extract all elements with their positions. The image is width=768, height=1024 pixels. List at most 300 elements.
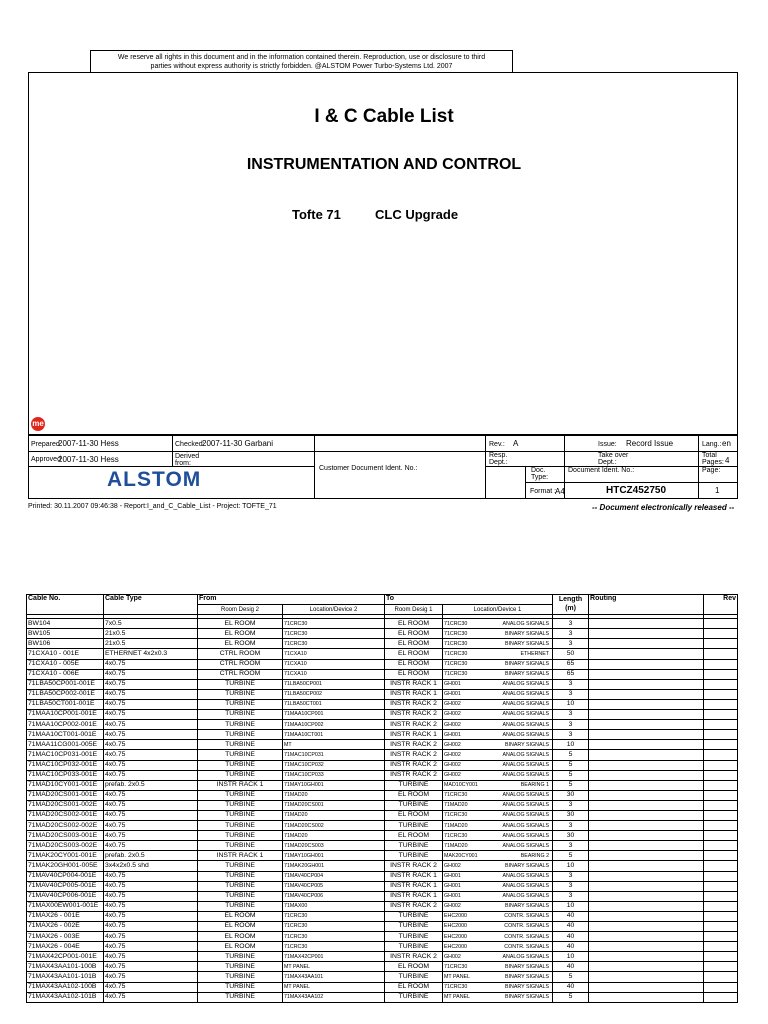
to-location: 71CRC30 (444, 620, 468, 627)
cable-type-cell: prefab. 2x0.5 (104, 780, 198, 790)
from-device-cell: 71MAC10CP033 (283, 770, 385, 780)
to-signal-type: BINARY SIGNALS (505, 661, 550, 667)
table-row (27, 861, 738, 871)
rev-cell (704, 800, 738, 810)
to-location: MAK20CY001 (444, 852, 478, 859)
issue-value: Record Issue (626, 439, 674, 448)
to-room-cell: TURBINE (385, 911, 443, 921)
table-row (27, 689, 738, 699)
routing-cell (589, 911, 704, 921)
rev-cell (704, 911, 738, 921)
length-cell: 5 (553, 972, 589, 982)
to-signal-type: BINARY SIGNALS (505, 640, 550, 647)
cable-no-cell: 71MAV40CP004-001E (27, 871, 104, 881)
cable-no-cell: 71MAX43AA101-101B (27, 972, 104, 982)
length-cell: 3 (553, 871, 589, 881)
routing-cell (589, 689, 704, 699)
table-row (27, 760, 738, 770)
table-row (27, 720, 738, 730)
to-room-cell: INSTR RACK 1 (385, 891, 443, 901)
to-location: GH002 (444, 761, 461, 768)
from-room-cell: CTRL ROOM (198, 649, 283, 659)
from-device-cell: 71MAD20CS001 (283, 800, 385, 810)
cable-type-cell: 4x0.75 (104, 871, 198, 881)
rev-cell (704, 962, 738, 972)
length-cell: 3 (553, 689, 589, 699)
table-row (27, 932, 738, 942)
cable-no-cell: 71MAD10CY001-001E (27, 780, 104, 790)
cable-type-cell: 4x0.75 (104, 932, 198, 942)
to-location: 71CRC30 (444, 832, 468, 839)
routing-cell (589, 821, 704, 831)
length-cell: 3 (553, 619, 589, 629)
from-device-cell: MT PANEL (283, 982, 385, 992)
to-signal-type: BEARING 1 (520, 782, 550, 789)
to-room-cell: INSTR RACK 2 (385, 710, 443, 720)
cable-type-cell: 4x0.75 (104, 841, 198, 851)
from-room-cell: CTRL ROOM (198, 659, 283, 669)
col-to: To (385, 595, 553, 605)
to-room-cell: INSTR RACK 2 (385, 720, 443, 730)
from-device-cell: 71MAY10GH001 (283, 780, 385, 790)
cable-no-cell: 71CXA10 - 005E (27, 659, 104, 669)
rev-cell (704, 841, 738, 851)
from-device-cell: 71MAA10CP001 (283, 710, 385, 720)
from-room-cell: TURBINE (198, 841, 283, 851)
to-room-cell: INSTR RACK 1 (385, 881, 443, 891)
to-signal-type: BINARY SIGNALS (505, 994, 550, 1001)
from-room-cell: EL ROOM (198, 922, 283, 932)
to-location-cell (443, 922, 553, 932)
to-location: 71CRC30 (444, 792, 468, 799)
rev-cell (704, 750, 738, 760)
to-location: GH001 (444, 731, 461, 738)
customer-ident-label: Customer Document Ident. No.: (319, 465, 418, 472)
to-room-cell: EL ROOM (385, 982, 443, 992)
to-location-cell (443, 780, 553, 790)
table-row (27, 901, 738, 911)
from-device-cell: 71CRC30 (283, 619, 385, 629)
to-room-cell: INSTR RACK 2 (385, 740, 443, 750)
rev-value: A (513, 439, 519, 448)
to-location: 71MAD20 (444, 842, 468, 849)
document-title: I & C Cable List (314, 106, 454, 127)
rev-cell (704, 699, 738, 709)
routing-cell (589, 770, 704, 780)
table-row (27, 922, 738, 932)
routing-cell (589, 710, 704, 720)
cable-type-cell: 4x0.75 (104, 982, 198, 992)
to-location-cell (443, 861, 553, 871)
to-location-cell (443, 831, 553, 841)
routing-cell (589, 659, 704, 669)
routing-cell (589, 669, 704, 679)
to-location: EHC2000 (444, 913, 467, 920)
cable-type-cell: 4x0.75 (104, 699, 198, 709)
from-room-cell: INSTR RACK 1 (198, 851, 283, 861)
to-room-cell: INSTR RACK 1 (385, 689, 443, 699)
table-row (27, 982, 738, 992)
col-room-desig-2: Room Desig 2 (198, 605, 283, 615)
rev-cell (704, 770, 738, 780)
to-location: GH001 (444, 883, 461, 890)
cable-type-cell: prefab. 2x0.5 (104, 851, 198, 861)
routing-cell (589, 901, 704, 911)
cable-type-cell: 4x0.75 (104, 689, 198, 699)
table-row (27, 891, 738, 901)
length-cell: 40 (553, 982, 589, 992)
cable-type-cell: 4x0.75 (104, 942, 198, 952)
rev-cell (704, 831, 738, 841)
to-signal-type: ANALOG SIGNALS (502, 802, 550, 809)
from-room-cell: EL ROOM (198, 639, 283, 649)
to-room-cell: INSTR RACK 1 (385, 871, 443, 881)
col-cable-no: Cable No. (27, 595, 104, 615)
length-cell: 3 (553, 720, 589, 730)
length-cell: 3 (553, 800, 589, 810)
table-row (27, 881, 738, 891)
from-device-cell: 71MAV40CP006 (283, 891, 385, 901)
routing-cell (589, 740, 704, 750)
length-cell: 5 (553, 760, 589, 770)
notice-line-2: parties without express authority is strictly forbidden. @ALSTOM Power Turbo-Systems Ltd. 2007 (150, 63, 453, 70)
rev-cell (704, 922, 738, 932)
length-cell: 3 (553, 730, 589, 740)
to-signal-type: BINARY SIGNALS (505, 741, 550, 748)
from-room-cell: EL ROOM (198, 629, 283, 639)
to-signal-type: BINARY SIGNALS (505, 862, 550, 869)
cable-type-cell: 3x4x2x0.5 shd (104, 861, 198, 871)
cable-type-cell: 4x0.75 (104, 922, 198, 932)
from-room-cell: INSTR RACK 1 (198, 780, 283, 790)
cable-type-cell: 4x0.75 (104, 891, 198, 901)
table-row (27, 780, 738, 790)
from-room-cell: TURBINE (198, 901, 283, 911)
from-device-cell: 71CXA10 (283, 659, 385, 669)
routing-cell (589, 699, 704, 709)
to-location: 71MAD20 (444, 822, 468, 829)
rev-cell (704, 619, 738, 629)
to-signal-type: BINARY SIGNALS (505, 903, 550, 910)
routing-cell (589, 891, 704, 901)
to-room-cell: INSTR RACK 2 (385, 770, 443, 780)
rev-cell (704, 821, 738, 831)
cable-type-cell: 4x0.75 (104, 740, 198, 750)
to-location-cell (443, 800, 553, 810)
length-cell: 10 (553, 740, 589, 750)
to-location: 71CRC30 (444, 984, 468, 990)
to-location-cell (443, 669, 553, 679)
to-room-cell: INSTR RACK 2 (385, 901, 443, 911)
to-room-cell: TURBINE (385, 922, 443, 932)
document-subtitle: INSTRUMENTATION AND CONTROL (246, 156, 522, 173)
from-room-cell: TURBINE (198, 881, 283, 891)
cable-type-cell: 4x0.75 (104, 710, 198, 720)
table-row (27, 790, 738, 800)
routing-cell (589, 810, 704, 820)
to-location-cell (443, 810, 553, 820)
cable-no-cell: 71MAA11CG001-005E (27, 740, 104, 750)
rev-cell (704, 649, 738, 659)
from-device-cell: 71CRC30 (283, 911, 385, 921)
cable-no-cell: 71LBA50CP001-001E (27, 679, 104, 689)
from-room-cell: TURBINE (198, 821, 283, 831)
from-device-cell: 71MAD20 (283, 831, 385, 841)
rev-cell (704, 659, 738, 669)
cable-type-cell: 4x0.75 (104, 952, 198, 962)
rev-cell (704, 710, 738, 720)
to-location: EHC2000 (444, 933, 467, 940)
to-room-cell: INSTR RACK 2 (385, 861, 443, 871)
length-cell: 40 (553, 932, 589, 942)
prepared-value: 2007-11-30 Hess (58, 439, 119, 448)
from-device-cell: 71MAD20CS003 (283, 841, 385, 851)
from-device-cell: 71CRC30 (283, 629, 385, 639)
total-pages-value: 4 (725, 456, 730, 465)
table-row (27, 821, 738, 831)
cable-no-cell: 71MAX43AA101-100B (27, 962, 104, 972)
from-room-cell: TURBINE (198, 699, 283, 709)
from-device-cell: 71CRC30 (283, 932, 385, 942)
routing-cell (589, 952, 704, 962)
rev-cell (704, 780, 738, 790)
table-row (27, 699, 738, 709)
length-cell: 3 (553, 629, 589, 639)
to-location: GH002 (444, 751, 461, 758)
from-device-cell: 71CRC30 (283, 639, 385, 649)
rev-cell (704, 679, 738, 689)
rev-cell (704, 871, 738, 881)
rev-cell (704, 689, 738, 699)
routing-cell (589, 831, 704, 841)
table-row (27, 679, 738, 689)
cable-type-cell: 4x0.75 (104, 962, 198, 972)
to-location-cell (443, 659, 553, 669)
to-location: GH002 (444, 953, 461, 960)
length-cell: 3 (553, 821, 589, 831)
cable-type-cell: 4x0.75 (104, 760, 198, 770)
length-cell: 5 (553, 992, 589, 1002)
col-location-device-2: Location/Device 2 (283, 605, 385, 615)
routing-cell (589, 881, 704, 891)
to-location-cell (443, 679, 553, 689)
cable-type-cell: ETHERNET 4x2x0.3 (104, 649, 198, 659)
table-row (27, 710, 738, 720)
from-room-cell: TURBINE (198, 982, 283, 992)
rev-cell (704, 982, 738, 992)
to-location: GH001 (444, 872, 461, 879)
cable-no-cell: 71MAX42CP001-001E (27, 952, 104, 962)
from-room-cell: TURBINE (198, 891, 283, 901)
cable-type-cell: 4x0.75 (104, 881, 198, 891)
to-signal-type: CONTR. SIGNALS (504, 923, 550, 930)
routing-cell (589, 841, 704, 851)
cable-no-cell: 71MAX26 - 002E (27, 922, 104, 932)
cable-type-cell: 4x0.75 (104, 821, 198, 831)
to-room-cell: EL ROOM (385, 659, 443, 669)
col-rev: Rev (704, 595, 738, 615)
print-info: Printed: 30.11.2007 09:46:38 - Report:I_and_C_Cable_List - Project: TOFTE_71 (28, 503, 277, 510)
from-device-cell: 71MAC10CP031 (283, 750, 385, 760)
col-cable-type: Cable Type (104, 595, 198, 615)
cable-no-cell: 71MAD20CS002-001E (27, 810, 104, 820)
cable-type-cell: 7x0.5 (104, 619, 198, 629)
routing-cell (589, 750, 704, 760)
length-cell: 10 (553, 861, 589, 871)
from-device-cell: 71MAC10CP032 (283, 760, 385, 770)
derived-label: Derived from: (175, 453, 200, 467)
length-cell: 3 (553, 841, 589, 851)
length-cell: 10 (553, 901, 589, 911)
cable-type-cell: 21x0.5 (104, 639, 198, 649)
to-location: 71CRC30 (444, 630, 468, 637)
to-location-cell (443, 841, 553, 851)
to-signal-type: ANALOG SIGNALS (502, 711, 550, 718)
to-room-cell: INSTR RACK 2 (385, 699, 443, 709)
cable-type-cell: 4x0.75 (104, 730, 198, 740)
to-room-cell: TURBINE (385, 821, 443, 831)
from-device-cell: 71MAY10GH001 (283, 851, 385, 861)
doc-type-label: Doc. Type: (531, 467, 549, 481)
issue-label: Issue: (598, 441, 617, 448)
table-row (27, 639, 738, 649)
table-row (27, 841, 738, 851)
to-room-cell: INSTR RACK 2 (385, 952, 443, 962)
length-cell: 40 (553, 962, 589, 972)
notice-line-1: We reserve all rights in this document and in the information contained therein. Reproduction, use or disclosure to third (117, 54, 486, 61)
cable-type-cell: 4x0.75 (104, 770, 198, 780)
cable-no-cell: 71LBA50CP002-001E (27, 689, 104, 699)
cable-no-cell: 71MAA10CP001-001E (27, 710, 104, 720)
from-room-cell: TURBINE (198, 679, 283, 689)
from-room-cell: EL ROOM (198, 911, 283, 921)
to-signal-type: ANALOG SIGNALS (502, 872, 550, 879)
to-location-cell (443, 821, 553, 831)
cable-no-cell: 71MAV40CP005-001E (27, 881, 104, 891)
to-signal-type: ANALOG SIGNALS (502, 832, 550, 839)
to-location: MT PANEL (444, 994, 471, 1001)
rev-cell (704, 629, 738, 639)
to-location: GH002 (444, 903, 461, 910)
table-row (27, 740, 738, 750)
rev-cell (704, 740, 738, 750)
cable-no-cell: 71MAK20CY001-001E (27, 851, 104, 861)
routing-cell (589, 942, 704, 952)
to-location-cell (443, 942, 553, 952)
from-room-cell: TURBINE (198, 800, 283, 810)
resp-dept-label: Resp. Dept.: (489, 452, 508, 466)
from-device-cell: MT PANEL (283, 962, 385, 972)
from-device-cell: 71MAX00 (283, 901, 385, 911)
doc-ident-label: Document Ident. No.: (568, 467, 635, 474)
to-signal-type: BINARY SIGNALS (505, 973, 550, 980)
cable-type-cell: 4x0.75 (104, 810, 198, 820)
routing-cell (589, 639, 704, 649)
routing-cell (589, 871, 704, 881)
to-location-cell (443, 639, 553, 649)
table-row (27, 911, 738, 921)
from-device-cell: MT (283, 740, 385, 750)
routing-cell (589, 679, 704, 689)
to-location-cell (443, 962, 553, 972)
to-location-cell (443, 750, 553, 760)
from-room-cell: CTRL ROOM (198, 669, 283, 679)
table-row (27, 952, 738, 962)
to-location-cell (443, 972, 553, 982)
from-device-cell: 71LBA50CT001 (283, 699, 385, 709)
project-name: Tofte 71 (292, 207, 341, 222)
from-room-cell: TURBINE (198, 720, 283, 730)
length-cell: 65 (553, 659, 589, 669)
table-row (27, 871, 738, 881)
table-row (27, 992, 738, 1002)
to-room-cell: TURBINE (385, 942, 443, 952)
col-routing: Routing (589, 595, 704, 615)
to-signal-type: CONTR. SIGNALS (504, 943, 550, 950)
rev-cell (704, 942, 738, 952)
to-location-cell (443, 952, 553, 962)
to-room-cell: INSTR RACK 1 (385, 730, 443, 740)
cable-type-cell: 4x0.75 (104, 750, 198, 760)
from-room-cell: EL ROOM (198, 942, 283, 952)
from-room-cell: TURBINE (198, 689, 283, 699)
cable-no-cell: 71MAX26 - 004E (27, 942, 104, 952)
from-device-cell: 71CXA10 (283, 669, 385, 679)
to-signal-type: ANALOG SIGNALS (502, 681, 550, 688)
to-room-cell: EL ROOM (385, 810, 443, 820)
cable-type-cell: 21x0.5 (104, 629, 198, 639)
to-location: EHC2000 (444, 943, 467, 950)
rev-cell (704, 972, 738, 982)
length-cell: 5 (553, 770, 589, 780)
col-room-desig-1: Room Desig 1 (385, 605, 443, 615)
to-signal-type: BEARING 2 (520, 852, 550, 859)
to-room-cell: TURBINE (385, 972, 443, 982)
table-row (27, 770, 738, 780)
cable-type-cell: 4x0.75 (104, 911, 198, 921)
to-location: EHC2000 (444, 923, 467, 930)
from-room-cell: TURBINE (198, 740, 283, 750)
to-room-cell: INSTR RACK 2 (385, 760, 443, 770)
project-description: CLC Upgrade (375, 207, 459, 222)
to-signal-type: CONTR. SIGNALS (504, 913, 550, 920)
to-location-cell (443, 851, 553, 861)
col-length: Length (m) (553, 595, 589, 615)
to-signal-type: ANALOG SIGNALS (502, 721, 550, 728)
rev-cell (704, 810, 738, 820)
rev-cell (704, 901, 738, 911)
to-signal-type: ANALOG SIGNALS (502, 731, 550, 738)
from-room-cell: TURBINE (198, 760, 283, 770)
to-location-cell (443, 730, 553, 740)
to-location: 71MAD20 (444, 802, 468, 809)
page-label: Page: (702, 467, 721, 474)
to-location: GH002 (444, 741, 461, 748)
cable-no-cell: 71LBA50CT001-001E (27, 699, 104, 709)
to-room-cell: INSTR RACK 2 (385, 750, 443, 760)
table-row (27, 800, 738, 810)
format-label: Format : (530, 488, 557, 495)
cable-no-cell: 71CXA10 - 006E (27, 669, 104, 679)
to-location: 71CRC30 (444, 963, 468, 970)
to-room-cell: TURBINE (385, 932, 443, 942)
from-room-cell: TURBINE (198, 972, 283, 982)
length-cell: 3 (553, 891, 589, 901)
from-room-cell: TURBINE (198, 770, 283, 780)
cable-no-cell: 71CXA10 - 001E (27, 649, 104, 659)
length-cell: 3 (553, 639, 589, 649)
to-room-cell: EL ROOM (385, 831, 443, 841)
